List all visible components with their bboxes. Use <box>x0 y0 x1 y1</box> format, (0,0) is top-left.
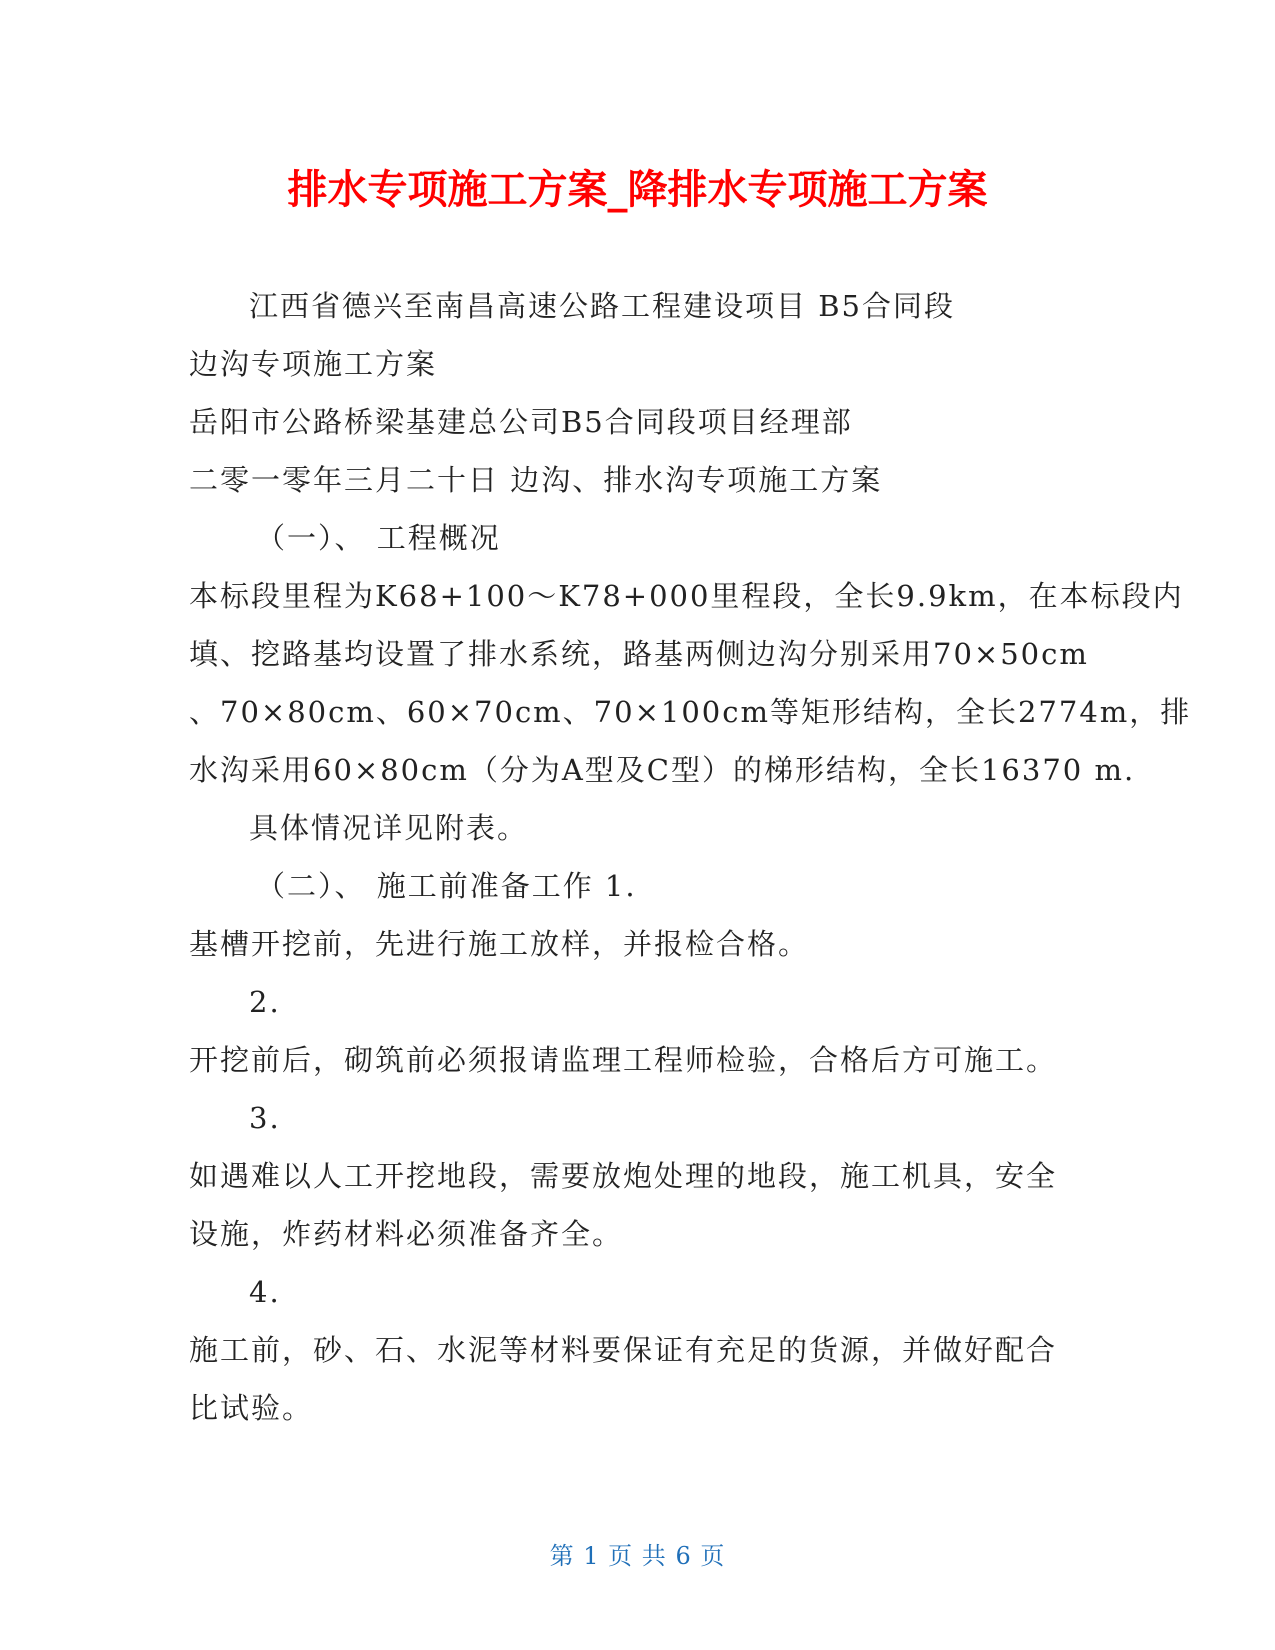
list-item-text: 开挖前后，砌筑前必须报请监理工程师检验，合格后方可施工。 <box>189 1043 1058 1077</box>
list-item-text: 如遇难以人工开挖地段，需要放炮处理的地段，施工机具，安全 <box>189 1159 1058 1193</box>
paragraph-line: 填、挖路基均设置了排水系统，路基两侧边沟分别采用70×50cm <box>189 637 1089 671</box>
paragraph-line: 本标段里程为K68+100～K78+000里程段，全长9.9km，在本标段内 <box>189 579 1184 613</box>
section-heading-1: （一）、 工程概况 <box>256 521 501 555</box>
date-line: 二零一零年三月二十日 边沟、排水沟专项施工方案 <box>189 463 883 497</box>
document-title: 排水专项施工方案_降排水专项施工方案 <box>287 167 988 213</box>
paragraph-line: 具体情况详见附表。 <box>249 811 529 845</box>
page-number-footer: 第 1 页 共 6 页 <box>549 1542 726 1570</box>
list-item-text: 设施，炸药材料必须准备齐全。 <box>189 1217 624 1251</box>
list-item-text: 比试验。 <box>189 1391 314 1425</box>
list-item-text: 基槽开挖前，先进行施工放样，并报检合格。 <box>189 927 810 961</box>
company-line: 岳阳市公路桥梁基建总公司B5合同段项目经理部 <box>189 405 853 439</box>
section-heading-2: （二）、 施工前准备工作 1. <box>256 869 637 903</box>
list-item-text: 施工前，砂、石、水泥等材料要保证有充足的货源，并做好配合 <box>189 1333 1058 1367</box>
list-item-number: 4. <box>249 1275 281 1309</box>
paragraph-line: 水沟采用60×80cm（分为A型及C型）的梯形结构，全长16370 m. <box>189 753 1136 787</box>
list-item-number: 3. <box>249 1101 281 1135</box>
plan-name-line: 边沟专项施工方案 <box>189 347 438 381</box>
project-name-line: 江西省德兴至南昌高速公路工程建设项目 B5合同段 <box>249 289 955 323</box>
paragraph-line: 、70×80cm、60×70cm、70×100cm等矩形结构，全长2774m，排 <box>189 695 1192 729</box>
list-item-number: 2. <box>249 985 281 1019</box>
